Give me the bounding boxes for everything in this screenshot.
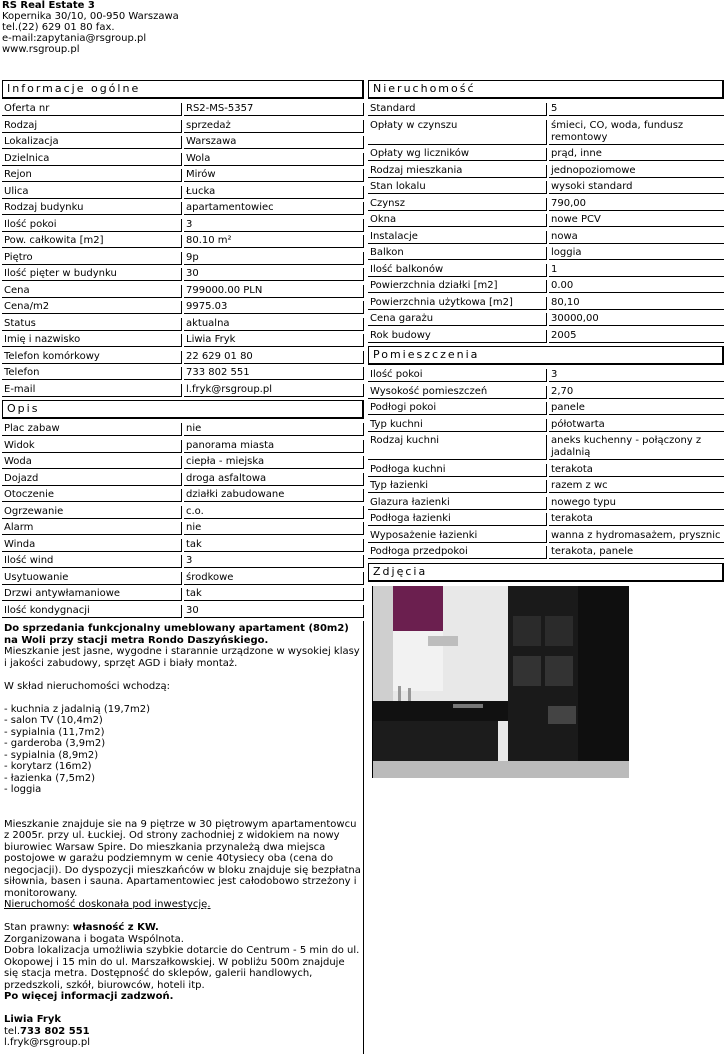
row-value: 22 629 01 80	[184, 351, 364, 364]
row-value: 3	[549, 369, 724, 382]
general-info-table	[2, 103, 364, 397]
table-row	[2, 367, 364, 380]
row-label: Wysokość pomieszczeń	[368, 386, 547, 399]
row-value: 9p	[184, 252, 364, 265]
table-row	[2, 318, 364, 331]
row-label: Rejon	[2, 169, 182, 182]
company-email: e-mail:zapytania@rsgroup.pl	[2, 33, 147, 44]
table-row	[368, 165, 724, 178]
row-value: wanna z hydromasażem, prysznic	[549, 530, 724, 543]
row-label: Rodzaj mieszkania	[368, 165, 547, 178]
row-label: Ilość wind	[2, 555, 182, 568]
table-row	[2, 423, 364, 436]
row-label: Winda	[2, 539, 182, 552]
row-label: Podłogi pokoi	[368, 402, 547, 415]
rooms-table	[368, 369, 724, 559]
section-title-description: Opis	[2, 400, 364, 419]
table-row	[368, 103, 724, 116]
table-row	[2, 605, 364, 618]
row-value: 30	[184, 268, 364, 281]
row-value: tak	[184, 539, 364, 552]
table-row	[2, 506, 364, 519]
row-label: Pow. całkowita [m2]	[2, 235, 182, 248]
right-column	[368, 78, 724, 778]
table-row	[2, 351, 364, 364]
description-call-to-action: Po więcej informacji zadzwoń.	[4, 991, 174, 1002]
row-value: 80.10 m²	[184, 235, 364, 248]
row-label: Cena/m2	[2, 301, 182, 314]
row-label: Telefon komórkowy	[2, 351, 182, 364]
table-row	[2, 153, 364, 166]
table-row	[368, 330, 724, 343]
row-label: Ogrzewanie	[2, 506, 182, 519]
row-label: Podłoga łazienki	[368, 513, 547, 526]
row-value: l.fryk@rsgroup.pl	[184, 384, 364, 397]
table-row	[2, 301, 364, 314]
row-label: Ilość pokoi	[2, 219, 182, 232]
company-website: www.rsgroup.pl	[2, 44, 80, 55]
row-label: Ilość balkonów	[368, 264, 547, 277]
row-value: terakota	[549, 464, 724, 477]
table-row	[2, 473, 364, 486]
description-investment: Nieruchomość doskonała pod inwestycję.	[4, 899, 211, 910]
table-row	[368, 198, 724, 211]
row-label: Balkon	[368, 247, 547, 260]
description-paragraph-2: Zorganizowana i bogata Wspólnota. Dobra lokalizacja umożliwia szybkie dotarcie do Centrum - 5 min do ul. Okopowej i 15 min do ul. Marszałkowskiej. W pobliżu 500m znajduje się stacja metra. Dostępność do sklepów, galerii handlowych, przedszkoli, szkół, biurowców, hoteli itp.	[4, 933, 360, 991]
row-value: aktualna	[184, 318, 364, 331]
row-label: Alarm	[2, 522, 182, 535]
left-column	[2, 78, 364, 1054]
row-value: Wola	[184, 153, 364, 166]
company-address: Kopernika 30/10, 00-950 Warszawa	[2, 11, 179, 22]
agent-name: Liwia Fryk	[4, 1014, 61, 1025]
row-value: 3	[184, 555, 364, 568]
table-row	[2, 103, 364, 116]
row-label: Typ kuchni	[368, 419, 547, 432]
row-label: Ilość kondygnacji	[2, 605, 182, 618]
description-paragraph-1: Mieszkanie jest jasne, wygodne i starannie urządzone w wysokiej klasy i jakości zabudowy, sprzęt AGD i biały montaż. W skład nieruchomości wchodzą: - kuchnia z jadalnią (19,7m2) - salon TV (10,4m2) - sypialnia (11,7m2) - garderoba (3,9m2) - sypialnia (8,9m2) - korytarz (16m2) - łazienka (7,5m2) - loggia Mieszkanie znajduje sie na 9 piętrze w 30 piętrowym apartamentowcu z 2005r. przy ul. Łuckiej. Od strony zachodniej z widokiem na nowy biurowiec Warsaw Spire. Do mieszkania przynależą dwa miejsca postojowe w garażu podziemnym w cenie 40tysiecy oba (cena do negocjacji). Do dyspozycji mieszkańców w bloku znajduje się bezpłatna siłownia, basen i sauna. Apartamentowiec jest całodobowo strzeżony i monitorowany.	[4, 646, 361, 899]
table-row	[2, 219, 364, 232]
row-value: 9975.03	[184, 301, 364, 314]
table-row	[2, 252, 364, 265]
row-label: Piętro	[2, 252, 182, 265]
row-value: c.o.	[184, 506, 364, 519]
row-value: Liwia Fryk	[184, 334, 364, 347]
legal-state-value: własność z KW.	[72, 922, 159, 933]
row-value: 0.00	[549, 280, 724, 293]
row-value: 30	[184, 605, 364, 618]
row-value: 80,10	[549, 297, 724, 310]
row-label: Powierzchnia użytkowa [m2]	[368, 297, 547, 310]
table-row	[368, 297, 724, 310]
row-value: 3	[184, 219, 364, 232]
table-row	[2, 202, 364, 215]
table-row	[368, 497, 724, 510]
row-label: Glazura łazienki	[368, 497, 547, 510]
row-label: Widok	[2, 440, 182, 453]
row-label: Powierzchnia działki [m2]	[368, 280, 547, 293]
row-label: Otoczenie	[2, 489, 182, 502]
row-label: Okna	[368, 214, 547, 227]
table-row	[368, 181, 724, 194]
row-label: Czynsz	[368, 198, 547, 211]
row-label: Podłoga przedpokoi	[368, 546, 547, 559]
row-value: 799000.00 PLN	[184, 285, 364, 298]
row-label: E-mail	[2, 384, 182, 397]
row-value: 1	[549, 264, 724, 277]
section-title-photos: Zdjęcia	[368, 563, 724, 582]
table-row	[2, 120, 364, 133]
row-label: Standard	[368, 103, 547, 116]
table-row	[2, 186, 364, 199]
table-row	[368, 530, 724, 543]
row-value: Łucka	[184, 186, 364, 199]
row-value: 2,70	[549, 386, 724, 399]
kitchen-photo	[372, 586, 629, 778]
table-row	[368, 231, 724, 244]
company-phone: tel.(22) 629 01 80 fax.	[2, 22, 115, 33]
table-row	[368, 313, 724, 326]
row-value: apartamentowiec	[184, 202, 364, 215]
row-value: półotwarta	[549, 419, 724, 432]
row-value: 790,00	[549, 198, 724, 211]
description-table	[2, 423, 364, 618]
row-value: terakota, panele	[549, 546, 724, 559]
row-value: nowe PCV	[549, 214, 724, 227]
table-row	[2, 169, 364, 182]
row-value: droga asfaltowa	[184, 473, 364, 486]
table-row	[2, 334, 364, 347]
table-row	[2, 384, 364, 397]
section-title-property: Nieruchomość	[368, 80, 724, 99]
table-row	[368, 513, 724, 526]
row-label: Wyposażenie łazienki	[368, 530, 547, 543]
company-header	[2, 0, 179, 55]
row-label: Cena	[2, 285, 182, 298]
row-label: Plac zabaw	[2, 423, 182, 436]
table-row	[368, 247, 724, 260]
row-value: wysoki standard	[549, 181, 724, 194]
row-value: tak	[184, 588, 364, 601]
row-label: Woda	[2, 456, 182, 469]
row-label: Rok budowy	[368, 330, 547, 343]
table-row	[2, 555, 364, 568]
row-label: Cena garażu	[368, 313, 547, 326]
legal-state-label: Stan prawny:	[4, 922, 73, 933]
table-row	[368, 546, 724, 559]
property-table	[368, 103, 724, 343]
row-label: Lokalizacja	[2, 136, 182, 149]
row-label: Status	[2, 318, 182, 331]
row-label: Telefon	[2, 367, 182, 380]
row-label: Rodzaj	[2, 120, 182, 133]
agent-phone-value: 733 802 551	[20, 1025, 90, 1037]
row-label: Drzwi antywłamaniowe	[2, 588, 182, 601]
company-name: RS Real Estate 3	[2, 0, 95, 11]
table-row	[368, 148, 724, 161]
row-label: Podłoga kuchni	[368, 464, 547, 477]
table-row	[2, 489, 364, 502]
description-legal-state	[4, 911, 361, 934]
row-label: Usytuowanie	[2, 572, 182, 585]
row-value: panorama miasta	[184, 440, 364, 453]
table-row	[2, 522, 364, 535]
section-title-general: Informacje ogólne	[2, 80, 364, 99]
table-row	[368, 280, 724, 293]
row-label: Dzielnica	[2, 153, 182, 166]
row-label: Rodzaj budynku	[2, 202, 182, 215]
table-row	[368, 435, 724, 460]
row-value: prąd, inne	[549, 148, 724, 161]
row-label: Ilość pięter w budynku	[2, 268, 182, 281]
row-label: Opłaty w czynszu	[368, 120, 547, 145]
row-label: Instalacje	[368, 231, 547, 244]
table-row	[368, 120, 724, 145]
table-row	[2, 136, 364, 149]
row-label: Imię i nazwisko	[2, 334, 182, 347]
table-row	[368, 264, 724, 277]
table-row	[2, 572, 364, 585]
agent-phone-label: tel.	[4, 1025, 21, 1037]
row-value: Warszawa	[184, 136, 364, 149]
row-value: środkowe	[184, 572, 364, 585]
table-row	[368, 419, 724, 432]
row-value: RS2-MS-5357	[184, 103, 364, 116]
row-value: sprzedaż	[184, 120, 364, 133]
row-value: aneks kuchenny - połączony z jadalnią	[549, 435, 724, 460]
row-label: Oferta nr	[2, 103, 182, 116]
row-value: ciepła - miejska	[184, 456, 364, 469]
table-row	[2, 235, 364, 248]
row-value: panele	[549, 402, 724, 415]
section-title-rooms: Pomieszczenia	[368, 346, 724, 365]
row-label: Stan lokalu	[368, 181, 547, 194]
table-row	[2, 588, 364, 601]
row-value: 733 802 551	[184, 367, 364, 380]
row-value: nowa	[549, 231, 724, 244]
spacer	[4, 1003, 361, 1015]
table-row	[2, 456, 364, 469]
row-value: nie	[184, 522, 364, 535]
table-row	[2, 268, 364, 281]
row-value: nie	[184, 423, 364, 436]
table-row	[368, 369, 724, 382]
agent-email: l.fryk@rsgroup.pl	[4, 1037, 90, 1048]
table-row	[368, 402, 724, 415]
description-headline: Do sprzedania funkcjonalny umeblowany apartament (80m2) na Woli przy stacji metra Rondo Daszyńskiego.	[4, 623, 349, 646]
row-label: Opłaty wg liczników	[368, 148, 547, 161]
row-label: Rodzaj kuchni	[368, 435, 547, 460]
description-text	[2, 621, 364, 1054]
row-label: Dojazd	[2, 473, 182, 486]
kitchen-photo-image	[373, 586, 629, 778]
row-label: Typ łazienki	[368, 480, 547, 493]
row-value: nowego typu	[549, 497, 724, 510]
row-value: 2005	[549, 330, 724, 343]
table-row	[2, 440, 364, 453]
table-row	[368, 480, 724, 493]
row-value: działki zabudowane	[184, 489, 364, 502]
table-row	[368, 464, 724, 477]
agent-phone	[4, 1026, 361, 1038]
table-row	[368, 386, 724, 399]
row-value: razem z wc	[549, 480, 724, 493]
row-value: 30000,00	[549, 313, 724, 326]
row-value: jednopoziomowe	[549, 165, 724, 178]
table-row	[2, 539, 364, 552]
row-label: Ulica	[2, 186, 182, 199]
row-value: 5	[549, 103, 724, 116]
row-value: Mirów	[184, 169, 364, 182]
row-value: loggia	[549, 247, 724, 260]
row-value: terakota	[549, 513, 724, 526]
row-value: śmieci, CO, woda, fundusz remontowy	[549, 120, 724, 145]
table-row	[368, 214, 724, 227]
row-label: Ilość pokoi	[368, 369, 547, 382]
table-row	[2, 285, 364, 298]
